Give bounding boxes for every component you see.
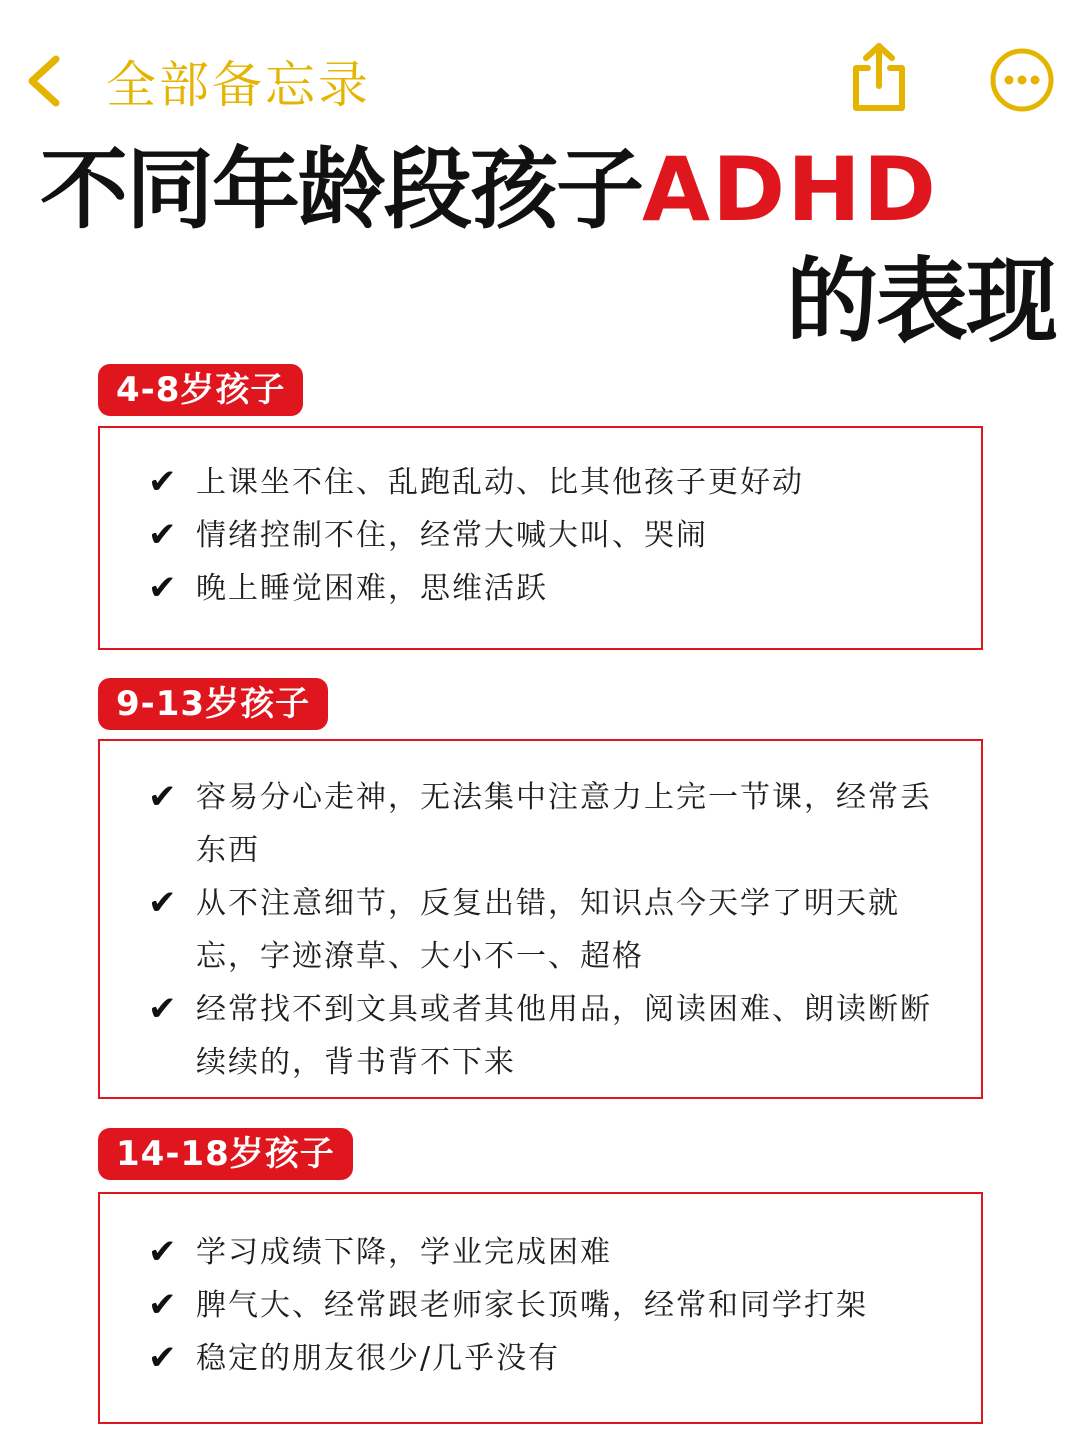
title-part-3: 的表现 bbox=[785, 248, 1056, 355]
check-icon: ✔ bbox=[148, 883, 179, 923]
section-box-9-13 bbox=[98, 739, 983, 1099]
list-item bbox=[100, 1332, 981, 1385]
check-icon: ✔ bbox=[148, 1232, 179, 1272]
title-part-adhd: ADHD bbox=[642, 138, 938, 241]
check-icon: ✔ bbox=[148, 1338, 179, 1378]
list-item bbox=[100, 456, 981, 509]
section-box-14-18 bbox=[98, 1192, 983, 1424]
list-item-text: 情绪控制不住，经常大喊大叫、哭闹 bbox=[196, 518, 708, 553]
list-item-text: 学习成绩下降，学业完成困难 bbox=[196, 1235, 612, 1270]
list-item-text: 从不注意细节，反复出错，知识点今天学了明天就忘，字迹潦草、大小不一、超格 bbox=[196, 886, 900, 974]
list-item-text: 脾气大、经常跟老师家长顶嘴，经常和同学打架 bbox=[196, 1288, 868, 1323]
list-item bbox=[100, 562, 981, 615]
list-item-text: 上课坐不住、乱跑乱动、比其他孩子更好动 bbox=[196, 465, 804, 500]
list-item bbox=[100, 983, 981, 1089]
list-item bbox=[100, 1226, 981, 1279]
check-icon: ✔ bbox=[148, 515, 179, 555]
list-item-text: 稳定的朋友很少/几乎没有 bbox=[196, 1341, 561, 1376]
check-icon: ✔ bbox=[148, 462, 179, 502]
list-item bbox=[100, 877, 981, 983]
share-icon[interactable] bbox=[846, 40, 912, 114]
list-item-text: 容易分心走神，无法集中注意力上完一节课，经常丢东西 bbox=[196, 780, 932, 868]
check-icon: ✔ bbox=[148, 989, 179, 1029]
section-box-4-8 bbox=[98, 426, 983, 650]
more-icon[interactable] bbox=[988, 46, 1056, 114]
page-title bbox=[40, 138, 1070, 242]
section-badge-4-8: 4-8岁孩子 bbox=[98, 364, 303, 416]
title-part-1: 不同年龄段孩子 bbox=[40, 138, 643, 241]
check-icon: ✔ bbox=[148, 777, 179, 817]
list-item bbox=[100, 509, 981, 562]
section-badge-14-18: 14-18岁孩子 bbox=[98, 1128, 353, 1180]
back-label: 全部备忘录 bbox=[106, 56, 371, 114]
check-icon: ✔ bbox=[148, 1285, 179, 1325]
list-item-text: 晚上睡觉困难，思维活跃 bbox=[196, 571, 548, 606]
section-badge-9-13: 9-13岁孩子 bbox=[98, 678, 328, 730]
nav-bar bbox=[0, 0, 1080, 140]
check-icon: ✔ bbox=[148, 568, 179, 608]
chevron-left-icon bbox=[24, 51, 64, 111]
list-item bbox=[100, 771, 981, 877]
back-button[interactable] bbox=[24, 48, 371, 114]
list-item-text: 经常找不到文具或者其他用品，阅读困难、朗读断断续续的，背书背不下来 bbox=[196, 992, 932, 1080]
list-item bbox=[100, 1279, 981, 1332]
